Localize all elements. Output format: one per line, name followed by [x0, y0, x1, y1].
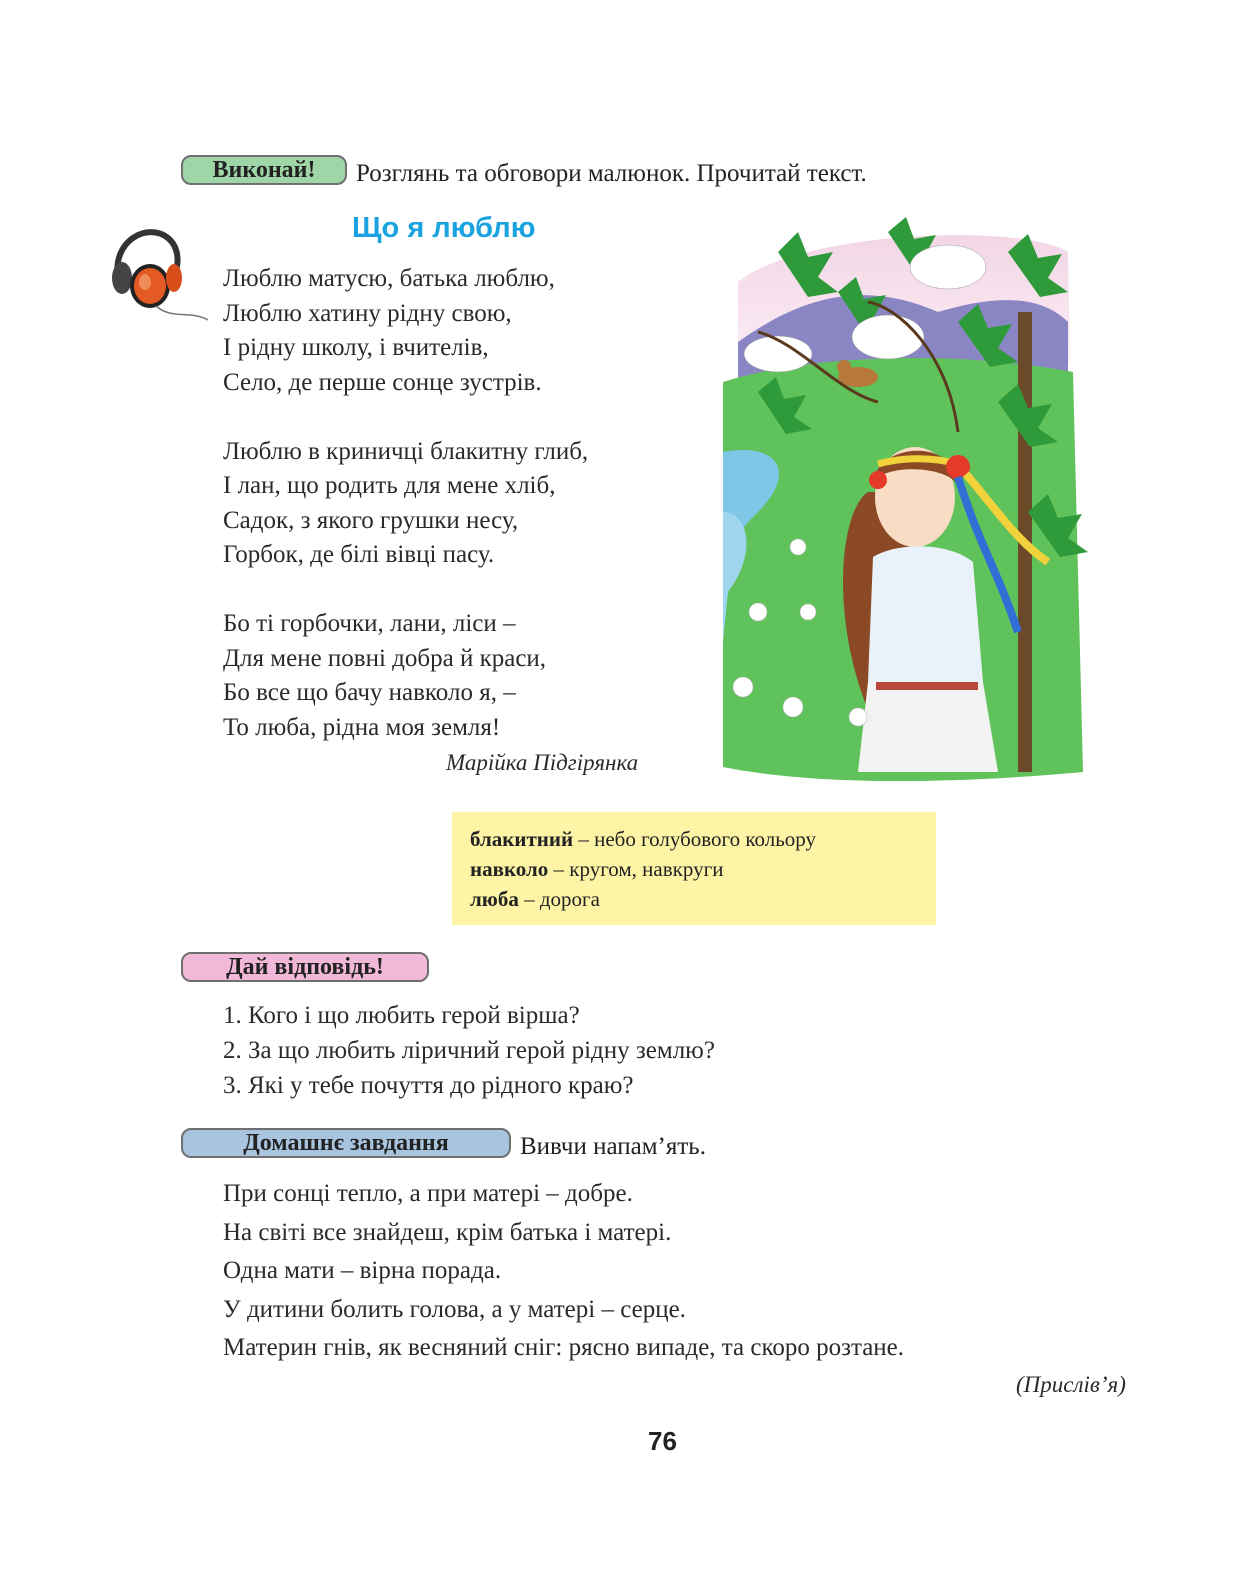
question-item: 2. За що любить ліричний герой рідну землю? — [223, 1037, 715, 1064]
glossary-term: навколо — [470, 857, 549, 881]
poem-line: Бо ті горбочки, лани, ліси – — [223, 610, 516, 637]
poem-line: Садок, з якого грушки несу, — [223, 506, 519, 534]
glossary-definition: – кругом, навкруги — [548, 857, 724, 881]
glossary-definition: – дорога — [518, 887, 600, 911]
poem-line: Горбок, де білі вівці пасу. — [223, 541, 495, 568]
glossary-definition: – небо голубового кольору — [573, 827, 817, 851]
glossary-entry — [470, 824, 918, 854]
poem-title: Що я люблю — [352, 212, 536, 244]
proverb-item: У дитини болить голова, а у матері – серце. — [223, 1295, 686, 1323]
answer-badge-label: Дай відповідь! — [226, 953, 384, 980]
answer-badge — [181, 952, 429, 982]
question-item: 1. Кого і що любить герой вірша? — [223, 1002, 580, 1029]
proverb-item: Одна мати – вірна порада. — [223, 1257, 502, 1284]
glossary-entry — [470, 854, 918, 884]
task-badge-label: Виконай! — [212, 156, 316, 183]
glossary-term: люба — [470, 887, 519, 911]
poem-line: Люблю в криничці блакитну глиб, — [223, 437, 589, 465]
poem-line: Бо все що бачу навколо я, – — [223, 679, 516, 706]
question-item: 3. Які у тебе почуття до рідного краю? — [223, 1072, 634, 1099]
proverb-item: При сонці тепло, а при матері – добре. — [223, 1180, 633, 1207]
proverb-item: Материн гнів, як весняний сніг: рясно випаде, та скоро розтане. — [223, 1334, 905, 1361]
poem-line: То люба, рідна моя земля! — [223, 713, 501, 741]
task-instruction: Розглянь та обговори малюнок. Прочитай текст. — [356, 160, 867, 187]
headphones-icon[interactable] — [100, 220, 210, 325]
page-number: 76 — [648, 1426, 677, 1456]
proverbs-list — [223, 1175, 904, 1368]
poem-line: Люблю хатину рідну свою, — [223, 299, 512, 327]
glossary-term: блакитний — [470, 827, 574, 851]
poem-line: Люблю матусю, батька люблю, — [223, 265, 555, 292]
homework-badge — [181, 1128, 511, 1158]
glossary-box — [452, 812, 936, 925]
poem-body — [223, 262, 588, 745]
proverb-item: На світі все знайдеш, крім батька і матері. — [223, 1218, 672, 1246]
homework-badge-label: Домашнє завдання — [243, 1129, 449, 1156]
poem-line: Село, де перше сонце зустрів. — [223, 368, 542, 396]
homework-instruction: Вивчи напам’ять. — [520, 1133, 706, 1160]
task-badge — [181, 155, 347, 185]
glossary-entry — [470, 884, 918, 914]
poem-line: І лан, що родить для мене хліб, — [223, 472, 556, 499]
questions-list — [223, 998, 715, 1103]
proverbs-source: (Прислів’я) — [1016, 1372, 1126, 1397]
poem-author: Марійка Підгірянка — [446, 750, 639, 775]
girl-in-meadow-illustration — [718, 212, 1088, 782]
poem-line: Для мене повні добра й краси, — [223, 644, 547, 672]
poem-line: І рідну школу, і вчителів, — [223, 334, 489, 361]
